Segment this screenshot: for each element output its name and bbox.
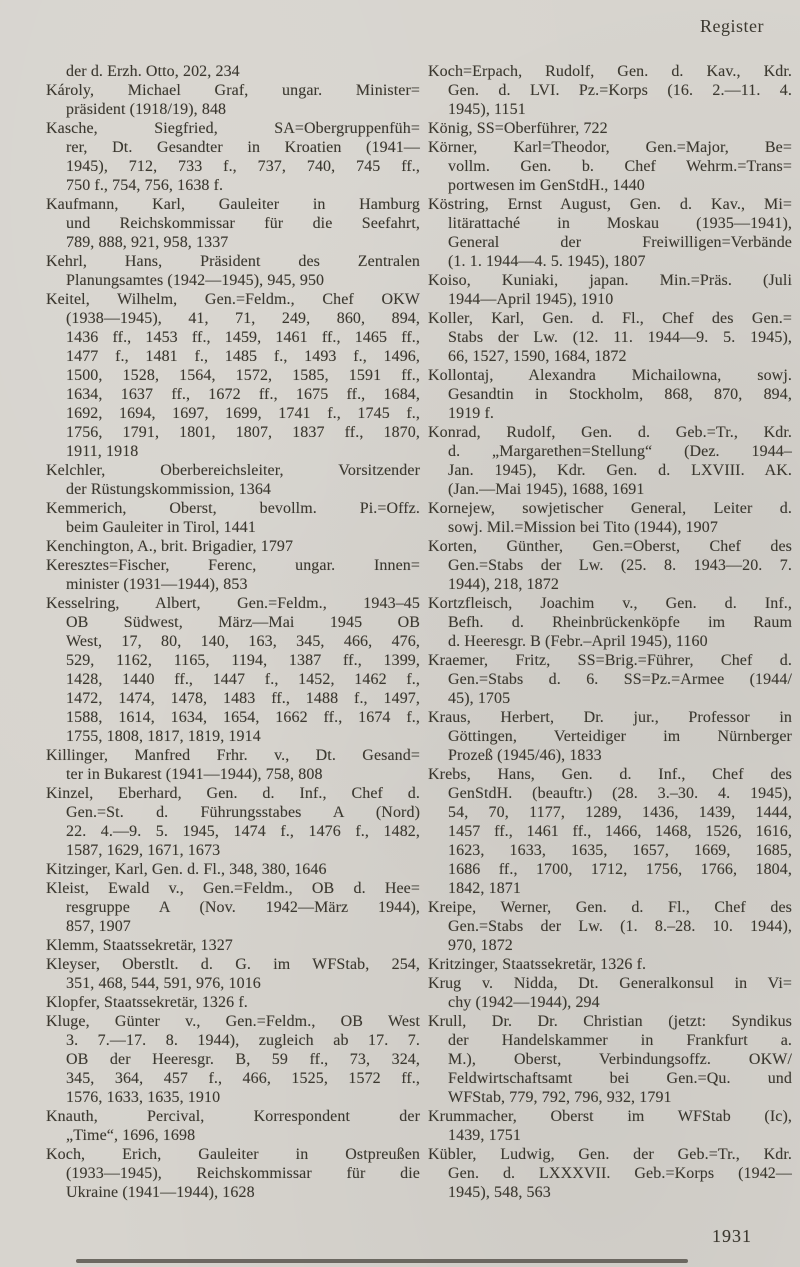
- index-entry-line: Gesandtin in Stockholm, 868, 870, 894,: [448, 386, 792, 403]
- index-entry-line: chy (1942—1944), 294: [448, 994, 600, 1011]
- index-entry-line: Kornejew, sowjetischer General, Leiter d.: [428, 500, 792, 517]
- index-entry: [46, 936, 420, 955]
- index-entry: [428, 1145, 792, 1202]
- index-entry-line: Kritzinger, Staatssekretär, 1326 f.: [428, 956, 647, 973]
- index-entry-line: 1944), 218, 1872: [448, 576, 559, 593]
- index-entry: [428, 651, 792, 708]
- index-entry-line: Gen.=Stabs der Lw. (1. 8.–28. 10. 1944),: [448, 918, 792, 935]
- index-entry-line: 857, 1907: [66, 918, 131, 935]
- index-entry-line: Krug v. Nidda, Dt. Generalkonsul in Vi=: [428, 975, 792, 992]
- index-entry-line: Klemm, Staatssekretär, 1327: [46, 937, 233, 954]
- index-entry-line: Kreipe, Werner, Gen. d. Fl., Chef des: [428, 899, 792, 916]
- index-entry-line: Gen. d. LVI. Pz.=Korps (16. 2.—11. 4.: [448, 82, 792, 99]
- index-entry-line: Konrad, Rudolf, Gen. d. Geb.=Tr., Kdr.: [428, 424, 792, 441]
- index-column-right: [428, 62, 792, 1202]
- index-entry-line: M.), Oberst, Verbindungsoffz. OKW/: [448, 1051, 792, 1068]
- page-edge-shadow: [76, 1259, 688, 1263]
- index-entry-line: litärattaché in Moskau (1935—1941),: [448, 215, 792, 232]
- index-entry-line: beim Gauleiter in Tirol, 1441: [66, 519, 257, 536]
- index-entry-line: Koch=Erpach, Rudolf, Gen. d. Kav., Kdr.: [428, 63, 792, 80]
- index-entry: [428, 1107, 792, 1145]
- index-entry: [428, 955, 792, 974]
- index-entry-line: 1436 ff., 1453 ff., 1459, 1461 ff., 1465 ff.,: [66, 329, 420, 346]
- index-entry: [46, 119, 420, 195]
- index-entry-line: Krummacher, Oberst im WFStab (Ic),: [428, 1108, 792, 1125]
- index-entry-line: Jan. 1945), Kdr. Gen. d. LXVIII. AK.: [448, 462, 792, 479]
- index-entry: [46, 1145, 420, 1202]
- index-entry-line: 345, 364, 457 f., 466, 1525, 1572 ff.,: [66, 1070, 420, 1087]
- index-entry-line: Befh. d. Rheinbrückenköpfe im Raum: [448, 614, 792, 631]
- index-entry-line: 1686 ff., 1700, 1712, 1756, 1766, 1804,: [448, 861, 792, 878]
- index-entry-line: Planungsamtes (1942—1945), 945, 950: [66, 272, 325, 289]
- index-entry-line: vollm. Gen. b. Chef Wehrm.=Trans=: [448, 158, 792, 175]
- page-number: 1931: [712, 1226, 752, 1246]
- index-entry: [428, 1012, 792, 1107]
- index-entry: [46, 461, 420, 499]
- index-entry: [46, 860, 420, 879]
- index-entry-line: West, 17, 80, 140, 163, 345, 466, 476,: [66, 633, 420, 650]
- index-entry-line: Krebs, Hans, Gen. d. Inf., Chef des: [428, 766, 792, 783]
- index-column-left: [46, 62, 420, 1202]
- index-entry-line: Kemmerich, Oberst, bevollm. Pi.=Offz.: [46, 500, 420, 517]
- index-entry-line: Keitel, Wilhelm, Gen.=Feldm., Chef OKW: [46, 291, 420, 308]
- index-entry: [428, 119, 792, 138]
- index-entry-line: und Reichskommissar für die Seefahrt,: [66, 215, 420, 232]
- index-entry: [428, 974, 792, 1012]
- index-entry: [428, 366, 792, 423]
- running-header: Register: [700, 16, 764, 36]
- index-entry-line: Keresztes=Fischer, Ferenc, ungar. Innen=: [46, 557, 420, 574]
- index-entry-line: rer, Dt. Gesandter in Kroatien (1941—: [66, 139, 420, 156]
- index-entry: [46, 252, 420, 290]
- index-entry-line: 1588, 1614, 1634, 1654, 1662 ff., 1674 f.,: [66, 709, 420, 726]
- index-entry-line: Krull, Dr. Dr. Christian (jetzt: Syndikus: [428, 1013, 792, 1030]
- index-entry-line: Károly, Michael Graf, ungar. Minister=: [46, 82, 420, 99]
- index-entry-line: Knauth, Percival, Korrespondent der: [46, 1108, 420, 1125]
- index-entry-line: 45), 1705: [448, 690, 511, 707]
- index-entry-line: (Jan.—Mai 1945), 1688, 1691: [448, 481, 645, 498]
- index-entry-line: „Time“, 1696, 1698: [66, 1127, 196, 1144]
- index-entry-line: 1472, 1474, 1478, 1483 ff., 1488 f., 1497,: [66, 690, 420, 707]
- index-entry-line: OB der Heeresgr. B, 59 ff., 73, 324,: [66, 1051, 420, 1068]
- index-entry: [428, 594, 792, 651]
- index-entry-line: 1755, 1808, 1817, 1819, 1914: [66, 728, 261, 745]
- index-entry-line: 789, 888, 921, 958, 1337: [66, 234, 229, 251]
- index-entry-line: d. „Margarethen=Stellung“ (Dez. 1944–: [448, 443, 792, 460]
- index-entry: [428, 195, 792, 271]
- index-entry: [428, 537, 792, 594]
- index-entry-line: 1842, 1871: [448, 880, 521, 897]
- index-entry-line: Kaufmann, Karl, Gauleiter in Hamburg: [46, 196, 420, 213]
- index-entry-line: 1692, 1694, 1697, 1699, 1741 f., 1745 f.,: [66, 405, 420, 422]
- index-entry: [46, 537, 420, 556]
- index-entry-line: Göttingen, Verteidiger im Nürnberger: [448, 728, 792, 745]
- index-entry-line: 1623, 1633, 1635, 1657, 1669, 1685,: [448, 842, 792, 859]
- index-entry-line: sowj. Mil.=Mission bei Tito (1944), 1907: [448, 519, 718, 536]
- index-entry: [428, 708, 792, 765]
- index-entry-line: Kraus, Herbert, Dr. jur., Professor in: [428, 709, 792, 726]
- index-entry-line: Stabs der Lw. (12. 11. 1944—9. 5. 1945),: [448, 329, 792, 346]
- index-entry-line: 22. 4.—9. 5. 1945, 1474 f., 1476 f., 1482,: [66, 823, 420, 840]
- index-entry-line: Prozeß (1945/46), 1833: [448, 747, 602, 764]
- index-entry-line: portwesen im GenStdH., 1440: [448, 177, 645, 194]
- index-entry-line: (1938—1945), 41, 71, 249, 860, 894,: [66, 310, 420, 327]
- index-entry-line: Kollontaj, Alexandra Michailowna, sowj.: [428, 367, 792, 384]
- index-entry-line: Korten, Günther, Gen.=Oberst, Chef des: [428, 538, 792, 555]
- index-entry: [428, 423, 792, 499]
- index-entry: [428, 898, 792, 955]
- index-entry-line: Kinzel, Eberhard, Gen. d. Inf., Chef d.: [46, 785, 420, 802]
- index-entry-line: 970, 1872: [448, 937, 513, 954]
- index-entry-line: minister (1931—1944), 853: [66, 576, 248, 593]
- index-entry-line: OB Südwest, März—Mai 1945 OB: [66, 614, 420, 631]
- index-entry-line: 1439, 1751: [448, 1127, 521, 1144]
- index-entry-line: ter in Bukarest (1941—1944), 758, 808: [66, 766, 323, 783]
- index-entry-line: 351, 468, 544, 591, 976, 1016: [66, 975, 261, 992]
- index-entry-line: 1477 f., 1481 f., 1485 f., 1493 f., 1496,: [66, 348, 420, 365]
- index-entry: [428, 499, 792, 537]
- index-entry-line: 1457 ff., 1461 ff., 1466, 1468, 1526, 1616,: [448, 823, 792, 840]
- index-entry-line: Kesselring, Albert, Gen.=Feldm., 1943–45: [46, 595, 420, 612]
- index-entry-line: 1911, 1918: [66, 443, 139, 460]
- index-entry: [428, 271, 792, 309]
- index-entry: [46, 499, 420, 537]
- index-entry: [428, 309, 792, 366]
- index-entry-line: der Rüstungskommission, 1364: [66, 481, 272, 498]
- index-entry-line: Körner, Karl=Theodor, Gen.=Major, Be=: [428, 139, 792, 156]
- index-entry: [46, 955, 420, 993]
- index-entry-line: Killinger, Manfred Frhr. v., Dt. Gesand=: [46, 747, 420, 764]
- index-entry: [428, 138, 792, 195]
- index-entry: [46, 993, 420, 1012]
- index-entry-line: König, SS=Oberführer, 722: [428, 120, 608, 137]
- index-entry: [46, 195, 420, 252]
- index-entry-line: Kleyser, Oberstlt. d. G. im WFStab, 254,: [46, 956, 420, 973]
- index-entry: [46, 879, 420, 936]
- index-entry-line: 1756, 1791, 1801, 1807, 1837 ff., 1870,: [66, 424, 420, 441]
- index-entry-line: Kenchington, A., brit. Brigadier, 1797: [46, 538, 294, 555]
- index-entry-line: Kelchler, Oberbereichsleiter, Vorsitzender: [46, 462, 420, 479]
- index-entry-line: Kortzfleisch, Joachim v., Gen. d. Inf.,: [428, 595, 792, 612]
- index-entry-line: Feldwirtschaftsamt bei Gen.=Qu. und: [448, 1070, 792, 1087]
- index-entry: [46, 746, 420, 784]
- index-entry-line: Kübler, Ludwig, Gen. der Geb.=Tr., Kdr.: [428, 1146, 792, 1163]
- index-entry: [428, 765, 792, 898]
- index-entry-line: Koch, Erich, Gauleiter in Ostpreußen: [46, 1146, 420, 1163]
- index-entry-line: d. Heeresgr. B (Febr.–April 1945), 1160: [448, 633, 708, 650]
- index-entry-line: General der Freiwilligen=Verbände: [448, 234, 792, 251]
- index-entry-line: Koller, Karl, Gen. d. Fl., Chef des Gen.=: [428, 310, 792, 327]
- index-entry-line: resgruppe A (Nov. 1942—März 1944),: [66, 899, 420, 916]
- index-entry-line: 1945), 1151: [448, 101, 526, 118]
- index-entry: [46, 81, 420, 119]
- index-entry-line: 1500, 1528, 1564, 1572, 1585, 1591 ff.,: [66, 367, 420, 384]
- index-entry-line: 1634, 1637 ff., 1672 ff., 1675 ff., 1684,: [66, 386, 420, 403]
- index-entry-line: Köstring, Ernst August, Gen. d. Kav., Mi=: [428, 196, 792, 213]
- index-entry: [46, 594, 420, 746]
- index-entry: [46, 1012, 420, 1107]
- index-entry-line: 1587, 1629, 1671, 1673: [66, 842, 221, 859]
- index-entry: [46, 62, 420, 81]
- index-entry: [46, 290, 420, 461]
- index-entry-line: 1428, 1440 ff., 1447 f., 1452, 1462 f.,: [66, 671, 420, 688]
- index-entry-line: Ukraine (1941—1944), 1628: [66, 1184, 255, 1201]
- index-entry-line: der d. Erzh. Otto, 202, 234: [66, 63, 240, 80]
- index-entry: [46, 784, 420, 860]
- index-entry-line: Koiso, Kuniaki, japan. Min.=Präs. (Juli: [428, 272, 792, 289]
- index-entry-line: 1576, 1633, 1635, 1910: [66, 1089, 221, 1106]
- index-entry-line: Klopfer, Staatssekretär, 1326 f.: [46, 994, 248, 1011]
- index-entry-line: Gen.=St. d. Führungsstabes A (Nord): [66, 804, 420, 821]
- index-columns: [46, 62, 792, 1202]
- index-entry: [46, 1107, 420, 1145]
- index-entry-line: Kehrl, Hans, Präsident des Zentralen: [46, 253, 420, 270]
- index-entry-line: 3. 7.—17. 8. 1944), zugleich ab 17. 7.: [66, 1032, 420, 1049]
- index-entry-line: Gen.=Stabs der Lw. (25. 8. 1943—20. 7.: [448, 557, 792, 574]
- index-entry-line: 54, 70, 1177, 1289, 1436, 1439, 1444,: [448, 804, 792, 821]
- index-entry-line: (1. 1. 1944—4. 5. 1945), 1807: [448, 253, 646, 270]
- index-entry-line: Gen.=Stabs d. 6. SS=Pz.=Armee (1944/: [448, 671, 792, 688]
- index-entry-line: WFStab, 779, 792, 796, 932, 1791: [448, 1089, 672, 1106]
- index-entry-line: 1919 f.: [448, 405, 495, 422]
- index-entry: [46, 556, 420, 594]
- index-entry-line: Gen. d. LXXXVII. Geb.=Korps (1942—: [448, 1165, 792, 1182]
- index-entry-line: 1945), 548, 563: [448, 1184, 551, 1201]
- index-entry-line: 1944—April 1945), 1910: [448, 291, 614, 308]
- index-entry-line: 66, 1527, 1590, 1684, 1872: [448, 348, 627, 365]
- index-entry-line: Kasche, Siegfried, SA=Obergruppenfüh=: [46, 120, 420, 137]
- index-entry-line: 529, 1162, 1165, 1194, 1387 ff., 1399,: [66, 652, 420, 669]
- index-entry-line: Kleist, Ewald v., Gen.=Feldm., OB d. Hee=: [46, 880, 420, 897]
- index-entry-line: GenStdH. (beauftr.) (28. 3.–30. 4. 1945),: [448, 785, 792, 802]
- index-entry-line: Kitzinger, Karl, Gen. d. Fl., 348, 380, 1646: [46, 861, 327, 878]
- index-entry-line: (1933—1945), Reichskommissar für die: [66, 1165, 420, 1182]
- index-entry: [428, 62, 792, 119]
- index-entry-line: der Handelskammer in Frankfurt a.: [448, 1032, 792, 1049]
- index-entry-line: 1945), 712, 733 f., 737, 740, 745 ff.,: [66, 158, 420, 175]
- index-entry-line: präsident (1918/19), 848: [66, 101, 227, 118]
- index-entry-line: Kluge, Günter v., Gen.=Feldm., OB West: [46, 1013, 420, 1030]
- index-entry-line: 750 f., 754, 756, 1638 f.: [66, 177, 224, 194]
- index-entry-line: Kraemer, Fritz, SS=Brig.=Führer, Chef d.: [428, 652, 792, 669]
